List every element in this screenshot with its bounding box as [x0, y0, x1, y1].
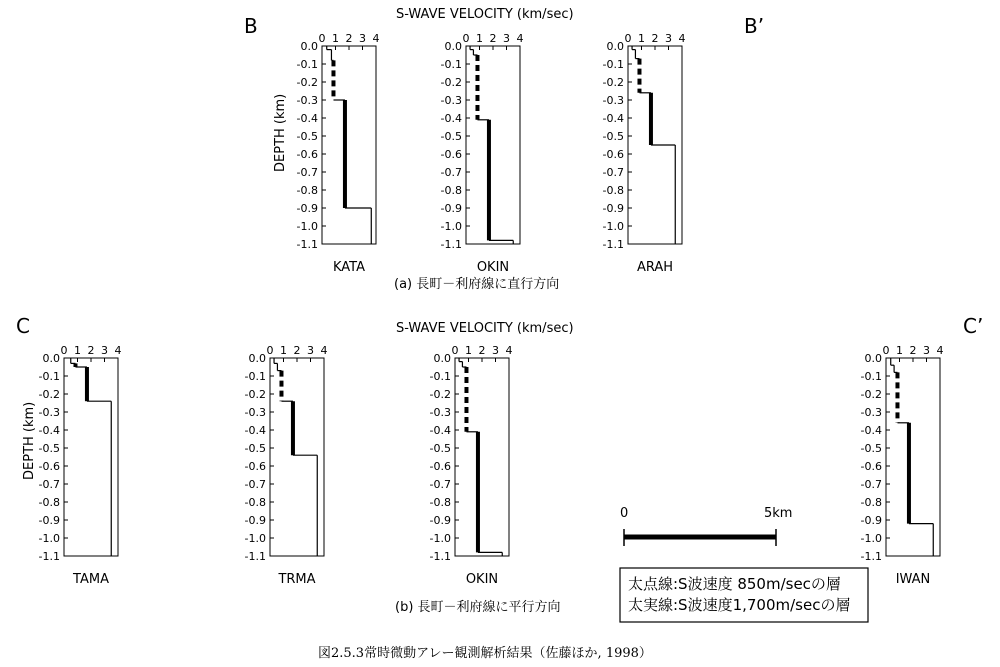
x-tick-label-trma-b-2: 2: [293, 344, 301, 357]
y-tick-label-okin-a-0: 0.0: [444, 40, 462, 53]
y-tick-label-arah-a-6: -0.6: [602, 148, 624, 161]
y-tick-label-iwan-b-0: 0.0: [864, 352, 882, 365]
y-tick-label-iwan-b-7: -0.7: [860, 478, 882, 491]
y-tick-label-iwan-b-11: -1.1: [860, 550, 882, 563]
y-tick-label-okin-b-10: -1.0: [429, 532, 451, 545]
panel-trma: [245, 344, 328, 587]
x-tick-label-trma-b-4: 4: [320, 344, 328, 357]
y-tick-label-okin-a-4: -0.4: [440, 112, 462, 125]
y-tick-label-kata-a-2: -0.2: [296, 76, 318, 89]
y-tick-label-iwan-b-2: -0.2: [860, 388, 882, 401]
y-tick-label-kata-a-3: -0.3: [296, 94, 318, 107]
x-tick-label-arah-a-4: 4: [678, 32, 686, 45]
panel-kata: [297, 32, 380, 275]
scale-bar-end-label: 5km: [764, 506, 793, 521]
plot-frame-okin-a: [466, 46, 520, 244]
section-b-right-label: C’: [963, 314, 984, 338]
station-name-iwan-b: IWAN: [895, 572, 931, 587]
station-name-kata-a: KATA: [332, 260, 366, 275]
x-tick-label-kata-a-4: 4: [372, 32, 380, 45]
x-tick-label-arah-a-0: 0: [624, 32, 632, 45]
y-tick-label-trma-b-3: -0.3: [244, 406, 266, 419]
y-tick-label-tama-b-7: -0.7: [38, 478, 60, 491]
x-tick-label-okin-b-4: 4: [505, 344, 513, 357]
y-tick-label-kata-a-11: -1.1: [296, 238, 318, 251]
y-tick-label-tama-b-4: -0.4: [38, 424, 60, 437]
y-tick-label-trma-b-4: -0.4: [244, 424, 266, 437]
panel-iwan: [861, 344, 944, 587]
x-tick-label-tama-b-0: 0: [60, 344, 68, 357]
y-tick-label-trma-b-1: -0.1: [244, 370, 266, 383]
y-tick-label-okin-a-10: -1.0: [440, 220, 462, 233]
y-tick-label-okin-b-11: -1.1: [429, 550, 451, 563]
y-tick-label-okin-a-11: -1.1: [440, 238, 462, 251]
y-tick-label-tama-b-2: -0.2: [38, 388, 60, 401]
x-tick-label-okin-b-1: 1: [465, 344, 472, 357]
x-tick-label-iwan-b-4: 4: [936, 344, 944, 357]
y-tick-label-kata-a-4: -0.4: [296, 112, 318, 125]
y-tick-label-kata-a-10: -1.0: [296, 220, 318, 233]
y-tick-label-tama-b-3: -0.3: [38, 406, 60, 419]
legend-thick-entry: 太実線:S波速度1,700m/secの層: [628, 596, 851, 614]
y-tick-label-arah-a-1: -0.1: [602, 58, 624, 71]
x-tick-label-okin-b-3: 3: [492, 344, 499, 357]
y-tick-label-iwan-b-10: -1.0: [860, 532, 882, 545]
y-tick-label-okin-b-4: -0.4: [429, 424, 451, 437]
x-tick-label-kata-a-3: 3: [359, 32, 366, 45]
y-tick-label-arah-a-9: -0.9: [602, 202, 624, 215]
y-tick-label-arah-a-11: -1.1: [602, 238, 624, 251]
y-tick-label-okin-b-6: -0.6: [429, 460, 451, 473]
x-tick-label-tama-b-1: 1: [74, 344, 81, 357]
station-name-tama-b: TAMA: [73, 572, 109, 587]
y-tick-label-tama-b-6: -0.6: [38, 460, 60, 473]
y-tick-label-kata-a-9: -0.9: [296, 202, 318, 215]
x-tick-label-iwan-b-2: 2: [909, 344, 917, 357]
y-tick-label-trma-b-8: -0.8: [244, 496, 266, 509]
section-a-axis-title: S-WAVE VELOCITY (km/sec): [396, 7, 574, 22]
y-tick-label-okin-b-0: 0.0: [433, 352, 451, 365]
y-tick-label-okin-b-1: -0.1: [429, 370, 451, 383]
y-tick-label-okin-a-5: -0.5: [440, 130, 462, 143]
y-tick-label-tama-b-9: -0.9: [38, 514, 60, 527]
scale-bar-start-label: 0: [620, 506, 629, 521]
depth-label-a: DEPTH (km): [273, 93, 288, 172]
y-tick-label-okin-a-7: -0.7: [440, 166, 462, 179]
station-name-trma-b: TRMA: [278, 572, 316, 587]
x-tick-label-trma-b-0: 0: [266, 344, 274, 357]
y-tick-label-trma-b-5: -0.5: [244, 442, 266, 455]
plot-frame-tama-b: [64, 358, 118, 556]
scale-bar: [620, 506, 792, 546]
y-tick-label-tama-b-5: -0.5: [38, 442, 60, 455]
y-tick-label-trma-b-10: -1.0: [244, 532, 266, 545]
y-tick-label-iwan-b-6: -0.6: [860, 460, 882, 473]
y-tick-label-okin-b-9: -0.9: [429, 514, 451, 527]
depth-label-b: DEPTH (km): [22, 401, 37, 480]
y-tick-label-tama-b-1: -0.1: [38, 370, 60, 383]
y-tick-label-arah-a-0: 0.0: [606, 40, 624, 53]
y-tick-label-iwan-b-5: -0.5: [860, 442, 882, 455]
x-tick-label-iwan-b-1: 1: [896, 344, 903, 357]
y-tick-label-trma-b-2: -0.2: [244, 388, 266, 401]
y-tick-label-okin-b-8: -0.8: [429, 496, 451, 509]
x-tick-label-arah-a-3: 3: [665, 32, 672, 45]
y-tick-label-arah-a-8: -0.8: [602, 184, 624, 197]
y-tick-label-trma-b-7: -0.7: [244, 478, 266, 491]
y-tick-label-arah-a-3: -0.3: [602, 94, 624, 107]
plot-frame-okin-b: [455, 358, 509, 556]
section-a-right-label: B’: [744, 14, 765, 38]
panel-tama: [39, 344, 122, 587]
station-name-arah-a: ARAH: [636, 260, 674, 275]
plot-frame-trma-b: [270, 358, 324, 556]
y-tick-label-okin-a-2: -0.2: [440, 76, 462, 89]
y-tick-label-iwan-b-3: -0.3: [860, 406, 882, 419]
y-tick-label-trma-b-9: -0.9: [244, 514, 266, 527]
plot-frame-kata-a: [322, 46, 376, 244]
y-tick-label-kata-a-5: -0.5: [296, 130, 318, 143]
section-a-left-label: B: [244, 14, 258, 38]
y-tick-label-arah-a-5: -0.5: [602, 130, 624, 143]
y-tick-label-tama-b-8: -0.8: [38, 496, 60, 509]
y-tick-label-iwan-b-9: -0.9: [860, 514, 882, 527]
y-tick-label-kata-a-7: -0.7: [296, 166, 318, 179]
section-a-caption: (a) 長町－利府線に直行方向: [394, 277, 560, 292]
y-tick-label-trma-b-11: -1.1: [244, 550, 266, 563]
y-tick-label-okin-b-2: -0.2: [429, 388, 451, 401]
y-tick-label-okin-a-9: -0.9: [440, 202, 462, 215]
x-tick-label-okin-b-2: 2: [478, 344, 486, 357]
y-tick-label-kata-a-0: 0.0: [300, 40, 318, 53]
y-tick-label-kata-a-6: -0.6: [296, 148, 318, 161]
y-tick-label-arah-a-2: -0.2: [602, 76, 624, 89]
station-name-okin-b: OKIN: [465, 572, 499, 587]
legend-dotted-entry: 太点線:S波速度 850m/secの層: [628, 575, 841, 593]
panel-arah: [603, 32, 686, 275]
y-tick-label-trma-b-0: 0.0: [248, 352, 266, 365]
x-tick-label-kata-a-0: 0: [318, 32, 326, 45]
y-tick-label-okin-a-1: -0.1: [440, 58, 462, 71]
x-tick-label-tama-b-4: 4: [114, 344, 122, 357]
x-tick-label-trma-b-3: 3: [307, 344, 314, 357]
y-tick-label-kata-a-8: -0.8: [296, 184, 318, 197]
legend-box: [620, 568, 868, 622]
x-tick-label-iwan-b-0: 0: [882, 344, 890, 357]
x-tick-label-okin-a-2: 2: [489, 32, 497, 45]
y-tick-label-trma-b-6: -0.6: [244, 460, 266, 473]
x-tick-label-okin-a-4: 4: [516, 32, 524, 45]
x-tick-label-okin-a-3: 3: [503, 32, 510, 45]
x-tick-label-trma-b-1: 1: [280, 344, 287, 357]
y-tick-label-okin-a-6: -0.6: [440, 148, 462, 161]
section-b-caption: (b) 長町－利府線に平行方向: [395, 600, 561, 615]
plot-frame-iwan-b: [886, 358, 940, 556]
x-tick-label-arah-a-2: 2: [651, 32, 659, 45]
y-tick-label-iwan-b-4: -0.4: [860, 424, 882, 437]
section-b-axis-title: S-WAVE VELOCITY (km/sec): [396, 321, 574, 336]
x-tick-label-okin-a-1: 1: [476, 32, 483, 45]
section-b-left-label: C: [16, 314, 30, 338]
y-tick-label-tama-b-10: -1.0: [38, 532, 60, 545]
y-tick-label-okin-b-7: -0.7: [429, 478, 451, 491]
y-tick-label-arah-a-4: -0.4: [602, 112, 624, 125]
x-tick-label-okin-a-0: 0: [462, 32, 470, 45]
y-tick-label-okin-b-3: -0.3: [429, 406, 451, 419]
x-tick-label-okin-b-0: 0: [451, 344, 459, 357]
x-tick-label-kata-a-2: 2: [345, 32, 353, 45]
y-tick-label-arah-a-7: -0.7: [602, 166, 624, 179]
panel-okin-b: [430, 344, 513, 587]
y-tick-label-iwan-b-1: -0.1: [860, 370, 882, 383]
figure-caption: 図2.5.3常時微動アレー観測解析結果（佐藤ほか, 1998）: [318, 646, 652, 661]
y-tick-label-okin-b-5: -0.5: [429, 442, 451, 455]
y-tick-label-tama-b-11: -1.1: [38, 550, 60, 563]
station-name-okin-a: OKIN: [476, 260, 510, 275]
x-tick-label-tama-b-2: 2: [87, 344, 95, 357]
y-tick-label-iwan-b-8: -0.8: [860, 496, 882, 509]
x-tick-label-kata-a-1: 1: [332, 32, 339, 45]
x-tick-label-tama-b-3: 3: [101, 344, 108, 357]
x-tick-label-arah-a-1: 1: [638, 32, 645, 45]
y-tick-label-arah-a-10: -1.0: [602, 220, 624, 233]
y-tick-label-tama-b-0: 0.0: [42, 352, 60, 365]
y-tick-label-okin-a-8: -0.8: [440, 184, 462, 197]
panel-okin-a: [441, 32, 524, 275]
y-tick-label-kata-a-1: -0.1: [296, 58, 318, 71]
y-tick-label-okin-a-3: -0.3: [440, 94, 462, 107]
x-tick-label-iwan-b-3: 3: [923, 344, 930, 357]
